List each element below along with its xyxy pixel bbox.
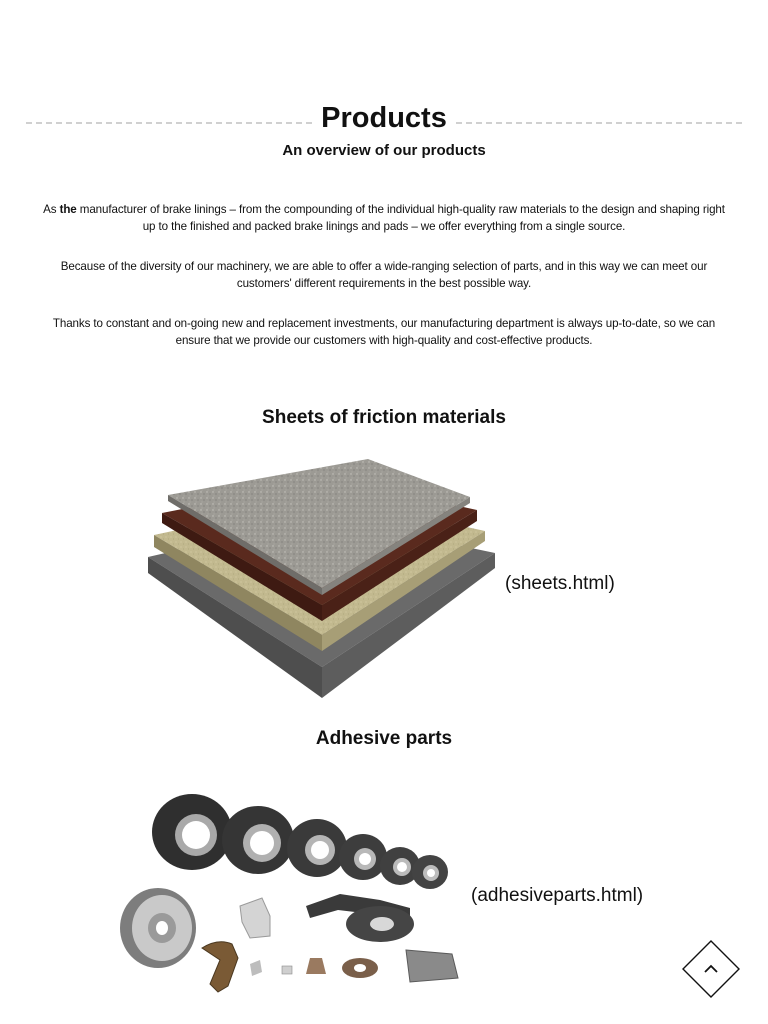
intro-paragraph-3: Thanks to constant and on-going new and replacement investments, our manufacturing department is always up-to-date, so we can ensure that we provide our customers with high-quality and cost-effective products. (52, 317, 716, 347)
sheets-link[interactable]: (sheets.html) (505, 573, 615, 594)
disc-2 (222, 806, 294, 874)
page-subtitle: An overview of our products (282, 142, 486, 159)
sheets-section-title: Sheets of friction materials (262, 407, 506, 428)
disc-3 (287, 819, 347, 877)
adhesive-parts-image[interactable] (110, 788, 470, 1010)
friction-sheets-illustration (140, 455, 500, 705)
disc-1 (152, 794, 232, 870)
friction-sheets-image[interactable] (140, 455, 500, 705)
pulley (120, 888, 196, 968)
intro-p1-rest: manufacturer of brake linings – from the compounding of the individual high-quality raw materials to the design and shaping right up to the finished and packed brake linings and pads – we offer everything from a single source. (76, 203, 725, 233)
intro-p1-prefix: As (43, 203, 60, 216)
adhesive-section-title: Adhesive parts (315, 728, 453, 749)
adhesive-parts-illustration (110, 788, 470, 1010)
intro-text (40, 202, 728, 373)
bracket (306, 894, 414, 942)
intro-p1-bold: the (59, 203, 77, 216)
page-title-wrap (26, 100, 742, 136)
page-header (26, 100, 742, 140)
adhesive-parts-link[interactable]: (adhesiveparts.html) (471, 885, 644, 906)
chevron-up-icon (682, 940, 740, 998)
page-title: Products (315, 102, 453, 134)
intro-paragraph-1 (40, 202, 728, 235)
scroll-to-top-button[interactable] (682, 940, 740, 998)
intro-paragraph-2: Because of the diversity of our machinery, we are able to offer a wide-ranging selection of parts, and in this way we can meet our customers' different requirements in the best possible way. (60, 260, 708, 290)
disc-4 (339, 834, 387, 880)
disc-6 (412, 855, 448, 889)
